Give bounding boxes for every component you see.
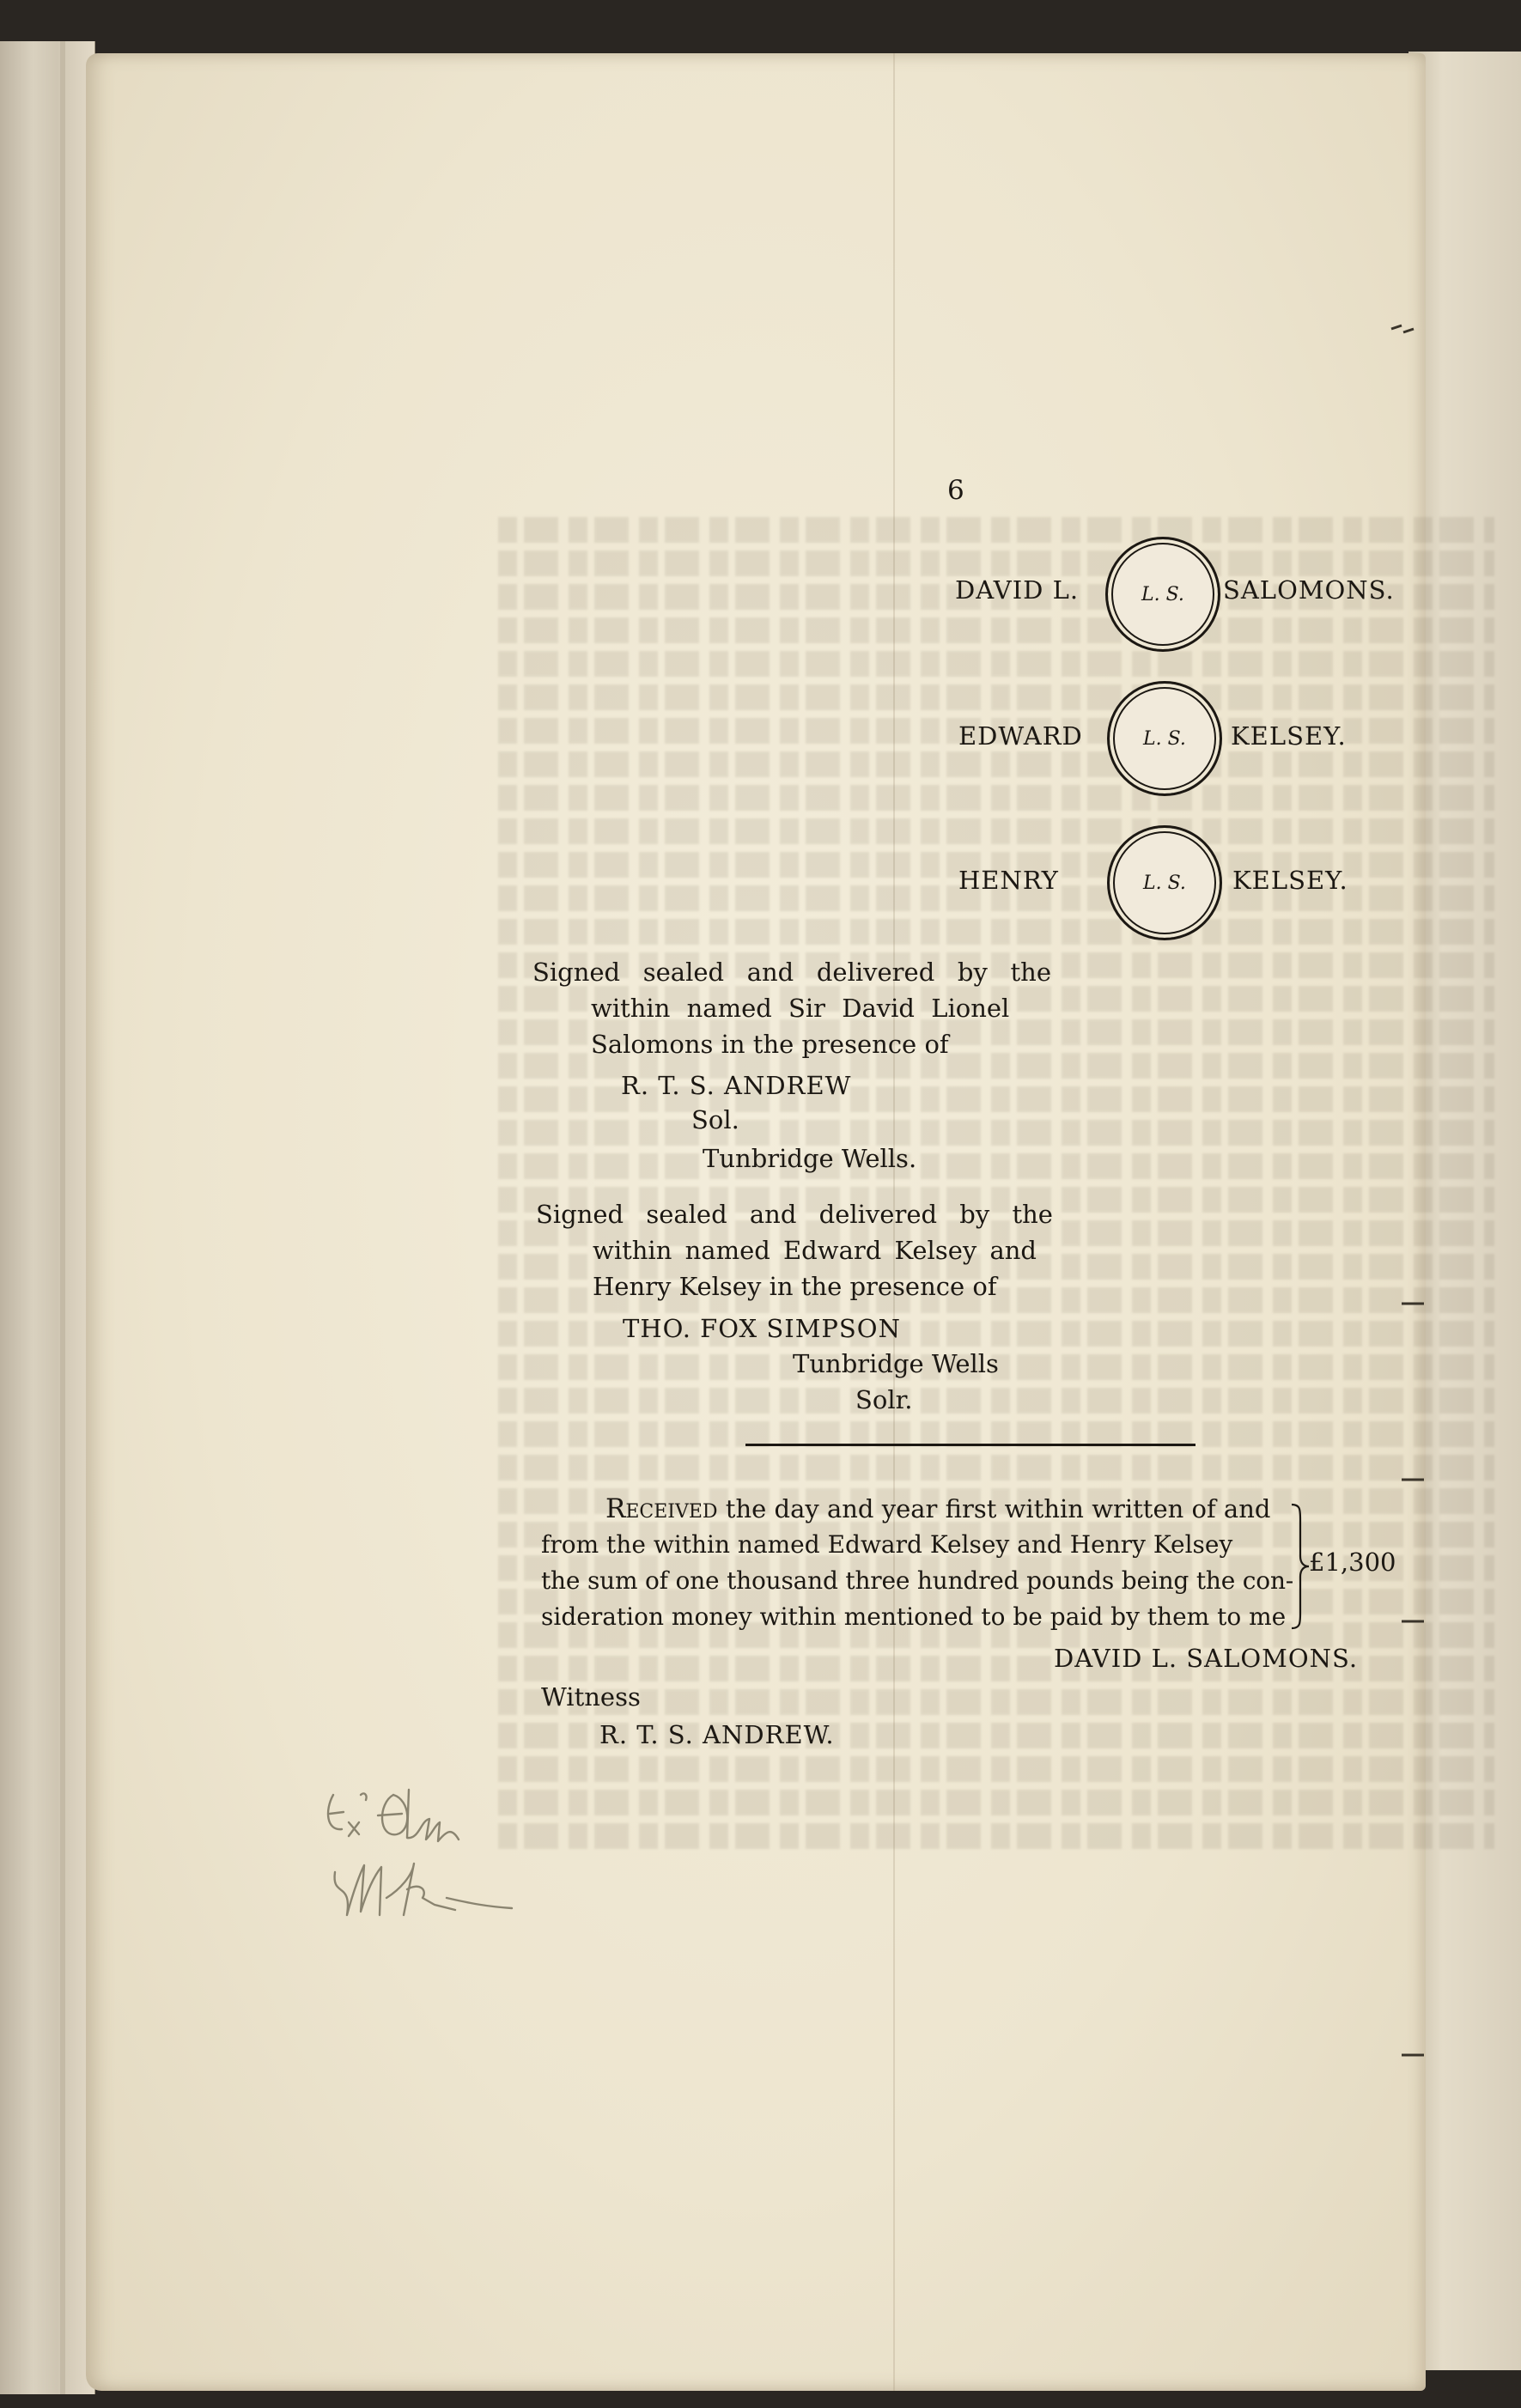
word: Signed [532,958,621,987]
word: delivered [818,1200,938,1229]
attestation-2-line-3: Henry Kelsey in the presence of [593,1272,997,1301]
attestation-1-witness-title: Sol. [691,1105,739,1134]
word: by [959,1200,990,1229]
section-divider [745,1444,1196,1446]
seal-3-first-name: HENRY [958,866,1059,895]
receipt-line-3: the sum of one thousand three hundred pounds being the con- [541,1566,1294,1595]
receipt-line-4: sideration money within mentioned to be paid by them to me [541,1602,1287,1631]
seal-1-last-name: SALOMONS. [1223,575,1395,605]
receipt-witness-label: Witness [541,1682,641,1712]
receipt-line-2: from the within named Edward Kelsey and Henry Kelsey [541,1530,1233,1559]
word: sealed [642,958,725,987]
attestation-1-witness-place: Tunbridge Wells. [703,1144,917,1173]
seal-1-first-name: DAVID L. [955,575,1080,605]
word: by [957,958,988,987]
word: and [749,1200,797,1229]
attestation-1-line-1 [532,960,1051,985]
handwritten-initials [318,1769,532,1941]
left-page-edges [0,41,95,2394]
word: delivered [816,958,935,987]
seal-1-mark: L. S. [1141,583,1184,605]
binding-thread [1400,1614,1426,1628]
attestation-2-witness-place: Tunbridge Wells [793,1349,999,1378]
receipt-line-1-rest: the day and year first within written of and [725,1494,1271,1523]
attestation-2-witness-name: THO. FOX SIMPSON [623,1314,901,1343]
word: and [746,958,794,987]
receipt-amount: £1,300 [1309,1548,1396,1577]
seal-1-circle [1105,537,1220,652]
word: Signed [536,1200,624,1229]
binding-thread [1400,1297,1426,1310]
binding-thread [1400,1473,1426,1487]
word: the [1012,1200,1053,1229]
attestation-2-line-1 [536,1202,1053,1227]
seal-2-last-name: KELSEY. [1231,721,1347,751]
receipt-brace [1288,1503,1311,1630]
attestation-1-line-3: Salomons in the presence of [591,1030,949,1059]
receipt-witness-name: R. T. S. ANDREW. [599,1720,835,1749]
attestation-2-witness-title: Solr. [855,1385,913,1414]
word: the [1010,958,1051,987]
receipt-line-1 [605,1493,1271,1524]
binding-thread [1390,322,1415,336]
binding-thread [1400,2048,1426,2062]
seal-3-circle [1107,825,1222,940]
seal-2-first-name: EDWARD [958,721,1083,751]
page-number: 6 [947,475,964,506]
attestation-1-line-2: within named Sir David Lionel [591,994,1010,1023]
seal-3-mark: L. S. [1143,872,1186,894]
receipt-lead-word: Received [605,1493,718,1524]
receipt-signatory: DAVID L. SALOMONS. [1054,1644,1359,1673]
word: sealed [646,1200,727,1229]
seal-3-last-name: KELSEY. [1232,866,1348,895]
attestation-1-witness-name: R. T. S. ANDREW [621,1071,852,1100]
seal-2-mark: L. S. [1143,727,1186,750]
attestation-2-line-2: within named Edward Kelsey and [593,1236,1037,1265]
seal-2-circle [1107,681,1222,796]
